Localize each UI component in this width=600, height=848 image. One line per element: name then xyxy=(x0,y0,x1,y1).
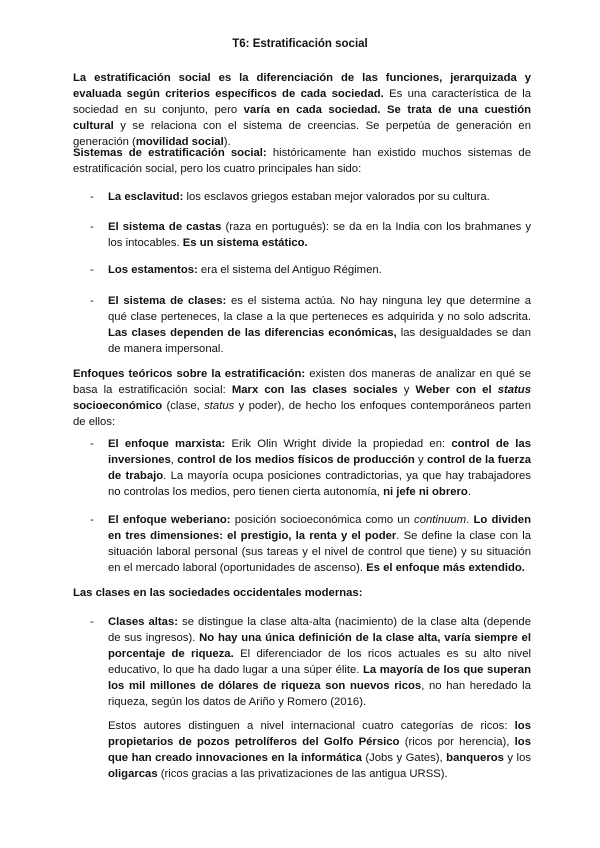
item-text-2: . xyxy=(466,514,474,526)
autores-bold-1: los propietarios de pozos petrolíferos del Golfo Pérsico xyxy=(108,720,531,748)
item-bold: El sistema de clases: xyxy=(108,295,227,307)
intro-bold-1: La estratificación social es la diferenciación de las funciones, jerarquizada y evaluada según criterios específicos de cada sociedad. xyxy=(73,72,531,100)
list-dash: - xyxy=(90,295,94,307)
item-text-5: . xyxy=(467,486,471,498)
item-bold-2: Lo dividen en tres dimensiones: el prestigio, la renta y el poder xyxy=(108,514,531,542)
list-item-weberiano xyxy=(108,512,531,576)
list-item-clases-altas xyxy=(108,614,531,710)
enfoques-text-3: (clase, xyxy=(162,400,205,412)
item-bold: La esclavitud: xyxy=(108,191,184,203)
list-dash: - xyxy=(90,438,94,450)
enfoques-status-italic: status xyxy=(204,400,235,412)
enfoques-bold-2: Marx con las clases sociales xyxy=(231,384,398,396)
list-item-marxista xyxy=(108,436,531,500)
item-text: Erik Olin Wright divide la propiedad en: xyxy=(225,438,452,450)
intro-text-2: y se relaciona con el sistema de creencias. Se perpetúa de generación en generación ( xyxy=(73,120,531,148)
intro-paragraph xyxy=(73,70,531,150)
item-italic: continuum xyxy=(414,514,467,526)
item-bold-3: La mayoría de los que superan los mil millones de dólares de riqueza son nuevos ricos xyxy=(108,664,531,692)
autores-text-1: Estos autores distinguen a nivel internacional cuatro categorías de ricos: xyxy=(108,720,515,732)
item-text-4: . La mayoría ocupa posiciones contradictorias, ya que hay trabajadores no controlas los medios, pero tienen cierta autonomía, xyxy=(108,470,531,498)
enfoques-text-1: existen dos maneras de analizar en qué se basa la estratificación social: xyxy=(73,368,531,396)
enfoques-text-2: y xyxy=(397,384,416,396)
list-dash: - xyxy=(90,514,94,526)
page-title: T6: Estratificación social xyxy=(232,38,368,50)
autores-text-2: (ricos por herencia), xyxy=(399,736,515,748)
list-item-esclavitud xyxy=(108,189,531,205)
item-text: (raza en portugués): se da en la India con los brahmanes y los intocables. xyxy=(108,221,531,249)
sistemas-heading: Sistemas de estratificación social: xyxy=(73,147,267,159)
item-bold: El enfoque marxista: xyxy=(108,438,226,450)
list-item-estamentos xyxy=(108,262,531,278)
item-bold-2: control de las inversiones xyxy=(108,438,531,466)
item-bold-3: Es el enfoque más extendido. xyxy=(366,562,525,574)
list-item-clases xyxy=(108,293,531,357)
item-text: los esclavos griegos estaban mejor valorados por su cultura. xyxy=(183,191,490,203)
autores-text-5: (ricos gracias a las privatizaciones de las antigua URSS). xyxy=(157,768,448,780)
item-bold-2: No hay una única definición de la clase alta, varía siempre el porcentaje de riqueza. xyxy=(108,632,531,660)
item-text-2: las desigualdades se dan de manera impersonal. xyxy=(108,327,531,355)
item-bold-4: control de la fuerza de trabajo xyxy=(108,454,531,482)
autores-text-3: (Jobs y Gates), xyxy=(361,752,447,764)
item-text: es el sistema actúa. No hay ninguna ley que determine a qué clase perteneces, la clase a la que perteneces es adquirida y no solo adscrita. xyxy=(108,295,531,323)
list-dash: - xyxy=(90,616,94,628)
enfoques-text-4: y poder), de hecho los enfoques contemporáneos parten de ellos: xyxy=(73,400,531,428)
item-text-3: , no han heredado la riqueza, según los datos de Ariño y Romero (2016). xyxy=(108,680,531,708)
clases-heading xyxy=(73,585,531,601)
item-text: era el sistema del Antiguo Régimen. xyxy=(197,264,382,276)
autores-text-4: y los xyxy=(503,752,531,764)
item-text-2: , xyxy=(170,454,178,466)
autores-paragraph xyxy=(108,718,531,782)
list-dash: - xyxy=(90,191,94,203)
enfoques-status-bold: status xyxy=(497,384,531,396)
sistemas-paragraph xyxy=(73,145,531,177)
intro-bold-2: varía en cada sociedad. Se trata de una cuestión cultural xyxy=(73,104,532,132)
enfoques-bold-3: Weber con el xyxy=(415,384,498,396)
item-text-2: El diferenciador de los ricos actuales es su alto nivel educativo, lo que ha dado lugar a una súper élite. xyxy=(108,648,531,676)
item-text: posición socioeconómica como un xyxy=(230,514,415,526)
autores-bold-3: banqueros xyxy=(446,752,504,764)
intro-bold-3: movilidad social xyxy=(135,136,224,148)
clases-heading-text: Las clases en las sociedades occidentales modernas: xyxy=(73,587,363,599)
item-bold-2: Es un sistema estático. xyxy=(182,237,308,249)
item-text: se distingue la clase alta-alta (nacimiento) de la clase alta (depende de sus ingresos). xyxy=(108,616,531,644)
item-bold-3: control de los medios físicos de producción xyxy=(177,454,415,466)
item-bold: Los estamentos: xyxy=(108,264,198,276)
enfoques-heading: Enfoques teóricos sobre la estratificación: xyxy=(73,368,306,380)
item-bold-5: ni jefe ni obrero xyxy=(383,486,468,498)
item-bold: Clases altas: xyxy=(108,616,178,628)
intro-text-1: Es una característica de la sociedad en su conjunto, pero xyxy=(73,88,531,116)
autores-bold-2: los que han creado innovaciones en la informática xyxy=(108,736,531,764)
item-bold: El enfoque weberiano: xyxy=(108,514,231,526)
item-text-3: . Se define la clase con la situación laboral personal (sus tareas y el nivel de control que tiene) y su situación en el mercado laboral (oportunidades de ascenso). xyxy=(108,530,531,574)
item-bold-2: Las clases dependen de las diferencias económicas, xyxy=(108,327,397,339)
enfoques-bold-4: socioeconómico xyxy=(73,400,163,412)
list-dash: - xyxy=(90,221,94,233)
enfoques-paragraph xyxy=(73,366,531,430)
item-text-3: y xyxy=(414,454,427,466)
list-dash: - xyxy=(90,264,94,276)
sistemas-text: históricamente han existido muchos sistemas de estratificación social, pero los cuatro principales han sido: xyxy=(73,147,531,175)
autores-bold-4: oligarcas xyxy=(108,768,158,780)
item-bold: El sistema de castas xyxy=(108,221,222,233)
intro-text-3: ). xyxy=(223,136,231,148)
list-item-castas xyxy=(108,219,531,251)
